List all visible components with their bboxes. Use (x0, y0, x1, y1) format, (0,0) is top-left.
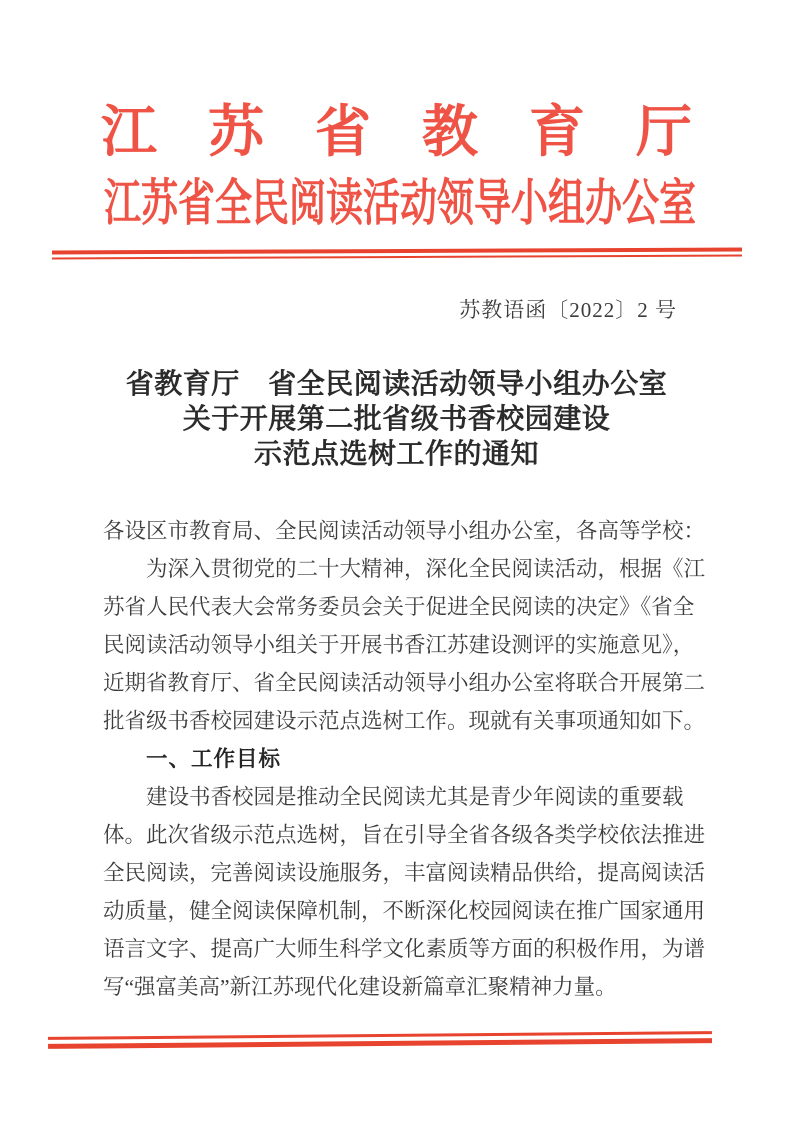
issuing-agency-secondary: 江苏省全民阅读活动领导小组办公室 (104, 175, 696, 231)
body-line: 语言文字、提高广大师生科学文化素质等方面的积极作用，为谱 (103, 937, 706, 961)
notice-title-line3: 示范点选树工作的通知 (253, 439, 539, 470)
notice-title (0, 367, 793, 472)
letterhead-org-line2-row (0, 176, 793, 230)
footer-divider-rule (48, 1031, 712, 1049)
document-number: 苏教语函〔2022〕2 号 (459, 298, 677, 322)
salutation-line: 各设区市教育局、全民阅读活动领导小组办公室，各高等学校： (103, 519, 706, 543)
body-line: 苏省人民代表大会常务委员会关于促进全民阅读的决定》《省全 (103, 595, 695, 619)
body-line: 近期省教育厅、省全民阅读活动领导小组办公室将联合开展第二 (103, 671, 706, 695)
section-heading-work-goals: 一、工作目标 (146, 747, 282, 771)
footer-divider-bottom-bar (48, 1038, 712, 1049)
header-divider-thin-bar (52, 254, 742, 259)
body-line: 全民阅读，完善阅读设施服务，丰富阅读精品供给，提高阅读活 (103, 861, 706, 885)
body-line: 体。此次省级示范点选树，旨在引导全省各级各类学校依法推进 (103, 823, 706, 847)
body-line: 建设书香校园是推动全民阅读尤其是青少年阅读的重要载 (146, 785, 684, 809)
header-divider-rule (51, 247, 741, 259)
notice-title-line2: 关于开展第二批省级书香校园建设 (182, 404, 611, 435)
notice-title-line1: 省教育厅 省全民阅读活动领导小组办公室 (125, 369, 668, 400)
issuing-agency-primary: 江苏省教育厅 (101, 102, 743, 164)
letterhead-org-line1-row (0, 0, 793, 162)
header-divider-thick-bar (51, 247, 741, 254)
notice-body (103, 512, 706, 1006)
body-line: 动质量，健全阅读保障机制，不断深化校园阅读在推广国家通用 (103, 899, 706, 923)
body-line: 写“强富美高”新江苏现代化建设新篇章汇聚精神力量。 (103, 975, 617, 999)
body-line: 民阅读活动领导小组关于开展书香江苏建设测评的实施意见》， (103, 633, 695, 657)
body-line: 为深入贯彻党的二十大精神，深化全民阅读活动，根据《江 (146, 557, 706, 581)
body-line: 批省级书香校园建设示范点选树工作。现就有关事项通知如下。 (103, 709, 706, 733)
